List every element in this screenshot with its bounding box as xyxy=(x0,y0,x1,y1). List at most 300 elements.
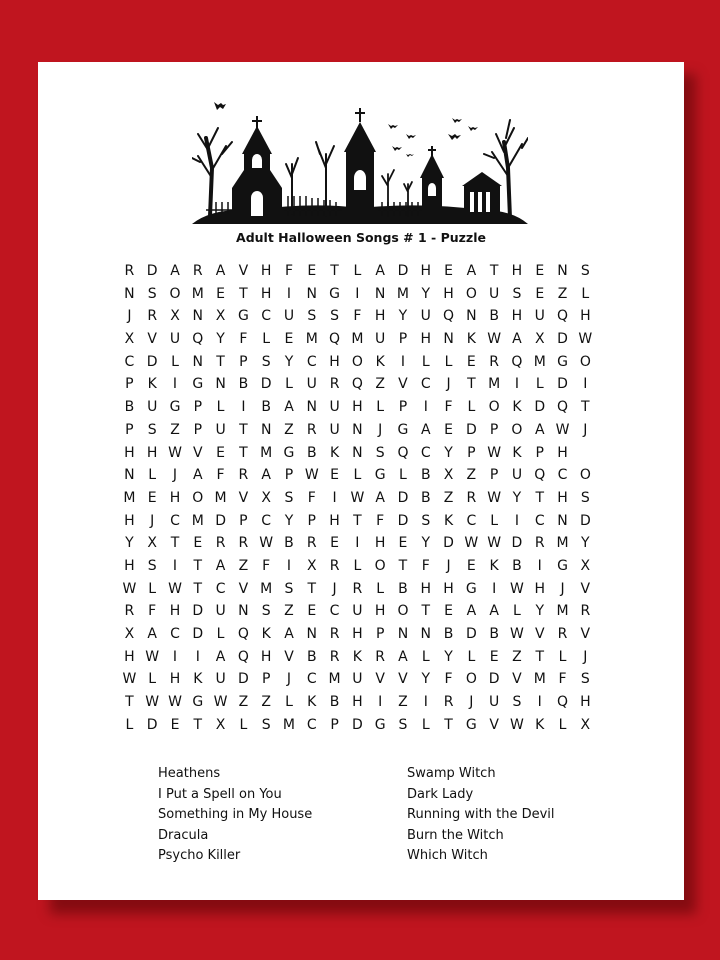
grid-letter: T xyxy=(535,648,545,665)
grid-letter: Z xyxy=(466,467,477,484)
grid-letter: M xyxy=(260,580,273,597)
grid-letter: V xyxy=(238,580,249,597)
grid-letter: A xyxy=(489,603,499,620)
grid-letter: S xyxy=(261,716,271,733)
grid-letter: R xyxy=(306,535,317,552)
grid-letter: E xyxy=(147,489,157,506)
grid-letter: C xyxy=(466,512,477,529)
grid-row xyxy=(118,510,597,533)
grid-row xyxy=(118,668,597,691)
grid-letter: P xyxy=(489,467,499,484)
grid-letter: I xyxy=(241,399,246,416)
grid-letter: X xyxy=(124,331,135,348)
grid-letter: H xyxy=(374,535,386,552)
grid-letter: D xyxy=(397,263,409,279)
grid-row xyxy=(118,714,597,737)
grid-letter: E xyxy=(444,263,453,279)
grid-letter: E xyxy=(444,421,453,438)
grid-letter: R xyxy=(306,421,317,438)
word-list-right-column xyxy=(407,764,555,867)
grid-letter: U xyxy=(534,308,545,325)
grid-letter: Y xyxy=(421,535,431,552)
grid-letter: L xyxy=(171,353,179,370)
grid-letter: G xyxy=(329,285,340,302)
grid-letter: U xyxy=(215,671,226,688)
grid-letter: M xyxy=(191,285,204,302)
grid-letter: Z xyxy=(375,376,385,393)
grid-letter: B xyxy=(512,557,522,574)
grid-letter: U xyxy=(329,399,340,416)
grid-letter: I xyxy=(195,648,200,665)
grid-letter: Y xyxy=(284,512,294,529)
grid-letter: F xyxy=(376,512,385,529)
grid-letter: H xyxy=(352,694,363,711)
grid-letter: S xyxy=(261,603,271,620)
word-item: Running with the Devil xyxy=(407,807,555,822)
grid-letter: O xyxy=(351,353,363,370)
grid-letter: E xyxy=(489,648,499,665)
grid-letter: N xyxy=(397,626,409,642)
grid-letter: T xyxy=(170,535,180,552)
grid-letter: U xyxy=(352,603,363,620)
grid-letter: P xyxy=(467,444,476,461)
grid-letter: H xyxy=(511,308,523,325)
grid-letter: L xyxy=(421,716,430,733)
grid-letter: F xyxy=(444,671,453,688)
grid-letter: A xyxy=(215,648,226,665)
grid-letter: Z xyxy=(261,694,271,711)
grid-letter: Q xyxy=(557,308,569,325)
grid-row xyxy=(118,623,597,646)
grid-letter: R xyxy=(329,626,340,642)
grid-letter: E xyxy=(284,331,294,348)
grid-letter: D xyxy=(443,535,454,552)
grid-letter: L xyxy=(444,353,453,370)
grid-letter: U xyxy=(169,331,181,348)
grid-letter: W xyxy=(168,694,182,711)
grid-letter: U xyxy=(329,421,340,438)
grid-letter: X xyxy=(534,331,545,348)
grid-letter: E xyxy=(466,353,476,370)
grid-letter: N xyxy=(466,308,477,325)
grid-letter: N xyxy=(124,285,135,302)
grid-row xyxy=(118,373,597,396)
grid-letter: D xyxy=(397,489,409,506)
grid-letter: A xyxy=(466,603,477,620)
grid-letter: D xyxy=(465,626,477,642)
grid-letter: L xyxy=(353,467,362,484)
grid-letter: V xyxy=(375,671,385,688)
grid-letter: N xyxy=(306,399,318,416)
grid-letter: G xyxy=(192,694,204,711)
grid-letter: N xyxy=(306,626,318,642)
grid-letter: R xyxy=(375,648,386,665)
grid-letter: B xyxy=(420,467,431,484)
grid-letter: L xyxy=(125,716,134,733)
grid-letter: K xyxy=(193,671,203,688)
grid-letter: X xyxy=(124,626,135,642)
grid-letter: A xyxy=(534,421,545,438)
grid-letter: E xyxy=(216,285,226,302)
grid-letter: D xyxy=(465,421,477,438)
grid-letter: B xyxy=(420,489,431,506)
grid-letter: W xyxy=(510,716,524,733)
grid-letter: V xyxy=(193,444,203,461)
word-item: Something in My House xyxy=(158,807,313,822)
letter-grid xyxy=(118,260,597,736)
grid-letter: T xyxy=(193,580,203,597)
grid-letter: M xyxy=(351,331,364,348)
grid-letter: W xyxy=(510,626,524,642)
grid-letter: U xyxy=(489,285,500,302)
grid-letter: S xyxy=(261,353,271,370)
grid-letter: V xyxy=(147,331,157,348)
grid-letter: R xyxy=(215,535,226,552)
grid-letter: U xyxy=(306,376,317,393)
grid-letter: I xyxy=(172,648,178,665)
grid-letter: X xyxy=(170,308,180,325)
grid-row xyxy=(118,600,597,623)
grid-row xyxy=(118,578,597,601)
grid-letter: A xyxy=(466,263,477,279)
grid-letter: V xyxy=(398,671,408,688)
grid-letter: H xyxy=(329,353,340,370)
grid-letter: O xyxy=(511,421,523,438)
grid-letter: C xyxy=(170,626,180,642)
grid-letter: Q xyxy=(192,331,204,348)
grid-letter: U xyxy=(420,308,431,325)
grid-letter: G xyxy=(283,444,295,461)
grid-letter: X xyxy=(215,308,226,325)
grid-letter: L xyxy=(148,467,157,484)
grid-letter: F xyxy=(307,489,316,506)
grid-letter: T xyxy=(421,603,431,620)
grid-letter: B xyxy=(261,399,271,416)
grid-letter: D xyxy=(534,399,546,416)
grid-letter: J xyxy=(583,421,588,438)
grid-letter: P xyxy=(535,444,544,461)
grid-letter: V xyxy=(284,648,294,665)
grid-letter: O xyxy=(488,399,500,416)
grid-letter: W xyxy=(168,444,182,461)
word-item: Heathens xyxy=(158,766,221,781)
grid-letter: N xyxy=(420,626,431,642)
grid-letter: G xyxy=(374,716,386,733)
grid-letter: M xyxy=(328,671,341,688)
grid-letter: I xyxy=(172,376,178,393)
grid-letter: J xyxy=(446,557,451,574)
grid-letter: R xyxy=(489,353,500,370)
grid-letter: L xyxy=(285,376,293,393)
grid-letter: Y xyxy=(125,535,134,552)
grid-letter: Z xyxy=(512,648,522,665)
grid-letter: Q xyxy=(557,694,569,711)
grid-letter: Y xyxy=(444,444,453,461)
grid-letter: Z xyxy=(170,421,180,438)
grid-letter: N xyxy=(260,421,272,438)
grid-letter: R xyxy=(352,580,363,597)
grid-letter: D xyxy=(146,716,158,733)
haunted-village-illustration xyxy=(192,98,528,226)
grid-letter: X xyxy=(580,716,591,733)
grid-letter: H xyxy=(511,263,523,279)
grid-letter: F xyxy=(239,331,248,348)
grid-letter: S xyxy=(512,694,522,711)
grid-letter: M xyxy=(533,671,546,688)
grid-letter: D xyxy=(192,603,204,620)
grid-letter: A xyxy=(147,626,157,642)
grid-letter: L xyxy=(148,671,157,688)
grid-letter: C xyxy=(215,580,226,597)
grid-letter: L xyxy=(239,716,248,733)
grid-letter: Y xyxy=(421,285,431,302)
grid-letter: W xyxy=(259,535,274,552)
grid-letter: H xyxy=(169,489,181,506)
grid-letter: H xyxy=(580,308,591,325)
grid-letter: N xyxy=(238,603,249,620)
grid-letter: C xyxy=(534,512,545,529)
grid-letter: D xyxy=(237,671,249,688)
grid-letter: Q xyxy=(237,648,249,665)
grid-letter: D xyxy=(146,353,158,370)
grid-letter: C xyxy=(420,376,431,393)
grid-letter: A xyxy=(215,263,226,279)
grid-letter: I xyxy=(286,557,292,574)
word-item: I Put a Spell on You xyxy=(158,786,282,802)
grid-letter: S xyxy=(307,308,317,325)
grid-letter: R xyxy=(466,489,477,506)
grid-letter: J xyxy=(560,580,565,597)
grid-letter: U xyxy=(375,331,386,348)
grid-letter: C xyxy=(306,353,317,370)
grid-letter: B xyxy=(238,376,249,393)
grid-letter: P xyxy=(239,512,248,529)
grid-letter: Q xyxy=(557,399,569,416)
grid-letter: H xyxy=(124,557,135,574)
grid-letter: S xyxy=(147,285,157,302)
grid-letter: P xyxy=(375,626,385,642)
grid-letter: H xyxy=(557,444,568,461)
grid-row xyxy=(118,646,597,669)
grid-letter: M xyxy=(214,489,227,506)
word-item: Burn the Witch xyxy=(407,827,504,843)
grid-letter: H xyxy=(420,580,432,597)
grid-letter: T xyxy=(444,716,453,733)
grid-letter: N xyxy=(557,263,568,279)
grid-letter: W xyxy=(487,331,502,348)
grid-letter: E xyxy=(398,535,408,552)
grid-row xyxy=(118,351,597,374)
grid-letter: E xyxy=(330,535,339,552)
grid-letter: C xyxy=(170,512,180,529)
grid-letter: W xyxy=(213,694,228,711)
grid-letter: T xyxy=(489,263,499,279)
grid-letter: H xyxy=(374,603,386,620)
grid-letter: L xyxy=(421,648,430,665)
grid-letter: K xyxy=(147,376,157,393)
grid-letter: O xyxy=(169,285,181,302)
grid-row xyxy=(118,305,597,328)
grid-letter: Z xyxy=(443,489,454,506)
grid-letter: H xyxy=(124,648,135,665)
grid-letter: D xyxy=(397,512,409,529)
grid-letter: L xyxy=(285,694,293,711)
grid-letter: A xyxy=(398,648,408,665)
grid-letter: X xyxy=(261,489,271,506)
grid-letter: A xyxy=(375,489,385,506)
grid-letter: W xyxy=(350,489,365,506)
grid-letter: V xyxy=(398,376,408,393)
grid-letter: S xyxy=(398,716,408,733)
grid-letter: R xyxy=(238,467,249,484)
grid-row xyxy=(118,328,597,351)
grid-letter: G xyxy=(397,421,409,438)
grid-letter: I xyxy=(514,512,520,529)
grid-letter: N xyxy=(443,331,454,348)
grid-letter: H xyxy=(329,512,340,529)
grid-letter: J xyxy=(127,308,132,325)
grid-letter: J xyxy=(286,671,292,688)
grid-letter: M xyxy=(260,444,273,461)
word-item: Dracula xyxy=(158,827,209,843)
grid-letter: M xyxy=(123,489,136,506)
grid-letter: I xyxy=(355,535,360,552)
grid-letter: L xyxy=(376,580,385,597)
grid-letter: I xyxy=(492,580,497,597)
bare-tree-middle-icon xyxy=(286,142,334,216)
grid-row xyxy=(118,555,597,578)
grid-letter: R xyxy=(329,376,340,393)
grid-letter: E xyxy=(466,557,476,574)
grid-letter: J xyxy=(469,694,474,711)
grid-letter: G xyxy=(465,716,477,733)
grid-letter: B xyxy=(443,626,454,642)
grid-letter: I xyxy=(355,285,360,302)
grid-letter: T xyxy=(330,263,339,279)
grid-letter: L xyxy=(421,353,430,370)
grid-row xyxy=(118,487,597,510)
church-left-icon xyxy=(232,116,282,218)
grid-letter: R xyxy=(534,535,545,552)
grid-letter: K xyxy=(466,331,476,348)
grid-letter: R xyxy=(192,263,203,279)
grid-letter: O xyxy=(579,353,591,370)
grid-letter: Q xyxy=(237,626,249,642)
grid-letter: N xyxy=(352,421,363,438)
grid-letter: D xyxy=(557,376,568,393)
grid-letter: X xyxy=(443,467,454,484)
word-item: Dark Lady xyxy=(407,786,474,802)
shed-icon xyxy=(462,172,502,216)
grid-letter: L xyxy=(216,399,225,416)
grid-letter: H xyxy=(557,489,568,506)
grid-letter: Y xyxy=(581,535,590,552)
grid-letter: R xyxy=(580,603,591,620)
grid-letter: H xyxy=(124,444,135,461)
grid-letter: H xyxy=(352,626,363,642)
grid-letter: E xyxy=(535,285,545,302)
grid-letter: X xyxy=(306,557,317,574)
grid-letter: L xyxy=(513,603,521,620)
grid-letter: V xyxy=(238,489,249,506)
grid-letter: I xyxy=(537,557,542,574)
grid-letter: A xyxy=(193,467,203,484)
grid-letter: H xyxy=(124,512,135,529)
grid-letter: W xyxy=(578,331,593,348)
grid-letter: S xyxy=(580,263,590,279)
word-list xyxy=(158,764,618,874)
grid-letter: T xyxy=(216,353,225,370)
grid-letter: A xyxy=(215,557,226,574)
grid-letter: U xyxy=(215,603,226,620)
grid-letter: S xyxy=(147,557,157,574)
grid-letter: F xyxy=(444,399,453,416)
grid-letter: M xyxy=(396,285,409,302)
grid-letter: G xyxy=(465,580,477,597)
grid-letter: U xyxy=(489,694,500,711)
grid-letter: N xyxy=(306,285,318,302)
grid-letter: T xyxy=(193,557,203,574)
grid-row xyxy=(118,464,597,487)
grid-letter: R xyxy=(124,603,135,620)
grid-letter: K xyxy=(512,399,522,416)
grid-letter: K xyxy=(535,716,545,733)
grid-letter: W xyxy=(304,467,319,484)
grid-row xyxy=(118,419,597,442)
grid-letter: K xyxy=(375,353,385,370)
grid-letter: P xyxy=(489,421,499,438)
grid-letter: U xyxy=(283,308,295,325)
grid-letter: L xyxy=(558,648,567,665)
grid-letter: X xyxy=(147,535,157,552)
grid-letter: C xyxy=(557,467,568,484)
grid-letter: M xyxy=(282,716,296,733)
grid-letter: D xyxy=(557,331,568,348)
grid-letter: I xyxy=(514,376,520,393)
grid-letter: O xyxy=(374,557,386,574)
word-item: Psycho Killer xyxy=(158,848,241,863)
grid-letter: A xyxy=(284,626,294,642)
grid-letter: V xyxy=(580,626,591,642)
grid-letter: J xyxy=(378,421,383,438)
grid-letter: D xyxy=(351,716,363,733)
grid-letter: C xyxy=(124,353,135,370)
grid-letter: Q xyxy=(534,467,546,484)
grid-letter: L xyxy=(490,512,499,529)
grid-letter: L xyxy=(216,626,225,642)
grid-letter: W xyxy=(122,671,137,688)
grid-letter: P xyxy=(261,671,271,688)
grid-letter: G xyxy=(374,467,386,484)
grid-letter: A xyxy=(375,263,385,279)
grid-letter: T xyxy=(467,376,476,393)
grid-letter: D xyxy=(511,535,523,552)
grid-letter: B xyxy=(398,580,408,597)
grid-letter: L xyxy=(558,716,567,733)
grid-letter: Z xyxy=(284,603,294,620)
grid-letter: A xyxy=(261,467,271,484)
grid-letter: T xyxy=(239,285,248,302)
grid-letter: G xyxy=(237,308,249,325)
grid-letter: O xyxy=(192,489,204,506)
grid-letter: L xyxy=(262,331,271,348)
grid-letter: L xyxy=(353,263,362,279)
grid-letter: B xyxy=(306,444,317,461)
grid-letter: J xyxy=(172,467,178,484)
grid-letter: H xyxy=(420,331,432,348)
grid-letter: R xyxy=(557,626,568,642)
grid-letter: R xyxy=(124,263,135,279)
